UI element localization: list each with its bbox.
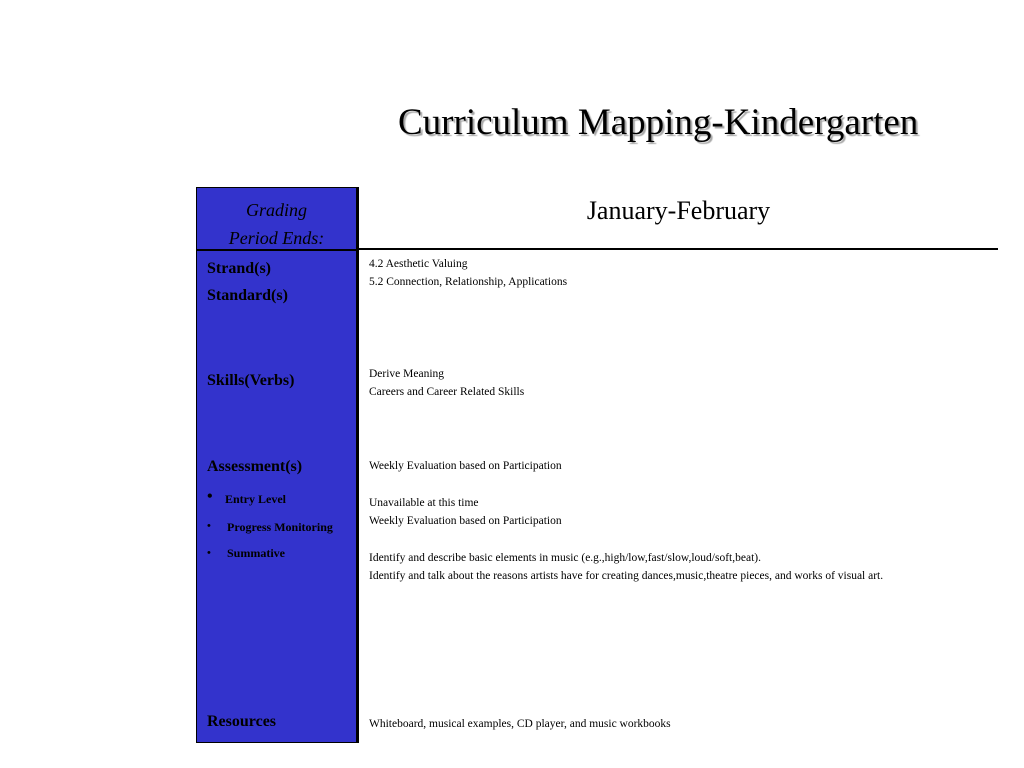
assessment-content [369, 457, 883, 586]
grading-period-label [197, 196, 356, 252]
page-title: Curriculum Mapping-Kindergarten [398, 102, 919, 143]
skills-line: Derive Meaning [369, 368, 445, 380]
progress-monitoring-label: Progress Monitoring [227, 520, 333, 534]
grading-label-line2: Period Ends: [228, 228, 325, 248]
assessment-line: Weekly Evaluation based on Participation [369, 460, 562, 472]
standard-label: Standard(s) [207, 287, 288, 304]
strand-content [369, 255, 567, 292]
summative-label: Summative [227, 546, 285, 560]
assessment-label: Assessment(s) [207, 458, 303, 475]
header-rule [357, 248, 998, 250]
skills-content [369, 365, 524, 402]
skills-line: Careers and Career Related Skills [369, 386, 525, 399]
assessment-line [369, 531, 883, 549]
grading-period-value: January-February [586, 196, 771, 225]
bullet-summative: • [207, 547, 211, 559]
strand-line: 5.2 Connection, Relationship, Applications [369, 276, 568, 289]
assessment-line: Identify and talk about the reasons artists have for creating dances,music,theatre pieces, and works of visual art. [369, 570, 884, 583]
resources-content [369, 715, 671, 733]
grading-label-line1: Grading [245, 200, 307, 220]
assessment-line [369, 475, 883, 493]
resources-line: Whiteboard, musical examples, CD player, and music workbooks [369, 718, 671, 730]
label-column [196, 187, 357, 743]
entry-level-label: Entry Level [225, 492, 286, 506]
strand-line: 4.2 Aesthetic Valuing [369, 258, 468, 270]
resources-label: Resources [207, 713, 277, 730]
strand-label: Strand(s) [207, 260, 272, 277]
bullet-entry-level: • [207, 488, 213, 505]
bullet-progress-monitoring: • [207, 520, 211, 532]
assessment-line: Weekly Evaluation based on Participation [369, 515, 562, 528]
column-divider [357, 187, 359, 743]
skills-label: Skills(Verbs) [207, 372, 295, 389]
header-divider [197, 249, 356, 251]
assessment-line: Identify and describe basic elements in music (e.g.,high/low,fast/slow,loud/soft,beat). [369, 551, 761, 564]
assessment-line: Unavailable at this time [369, 496, 479, 509]
